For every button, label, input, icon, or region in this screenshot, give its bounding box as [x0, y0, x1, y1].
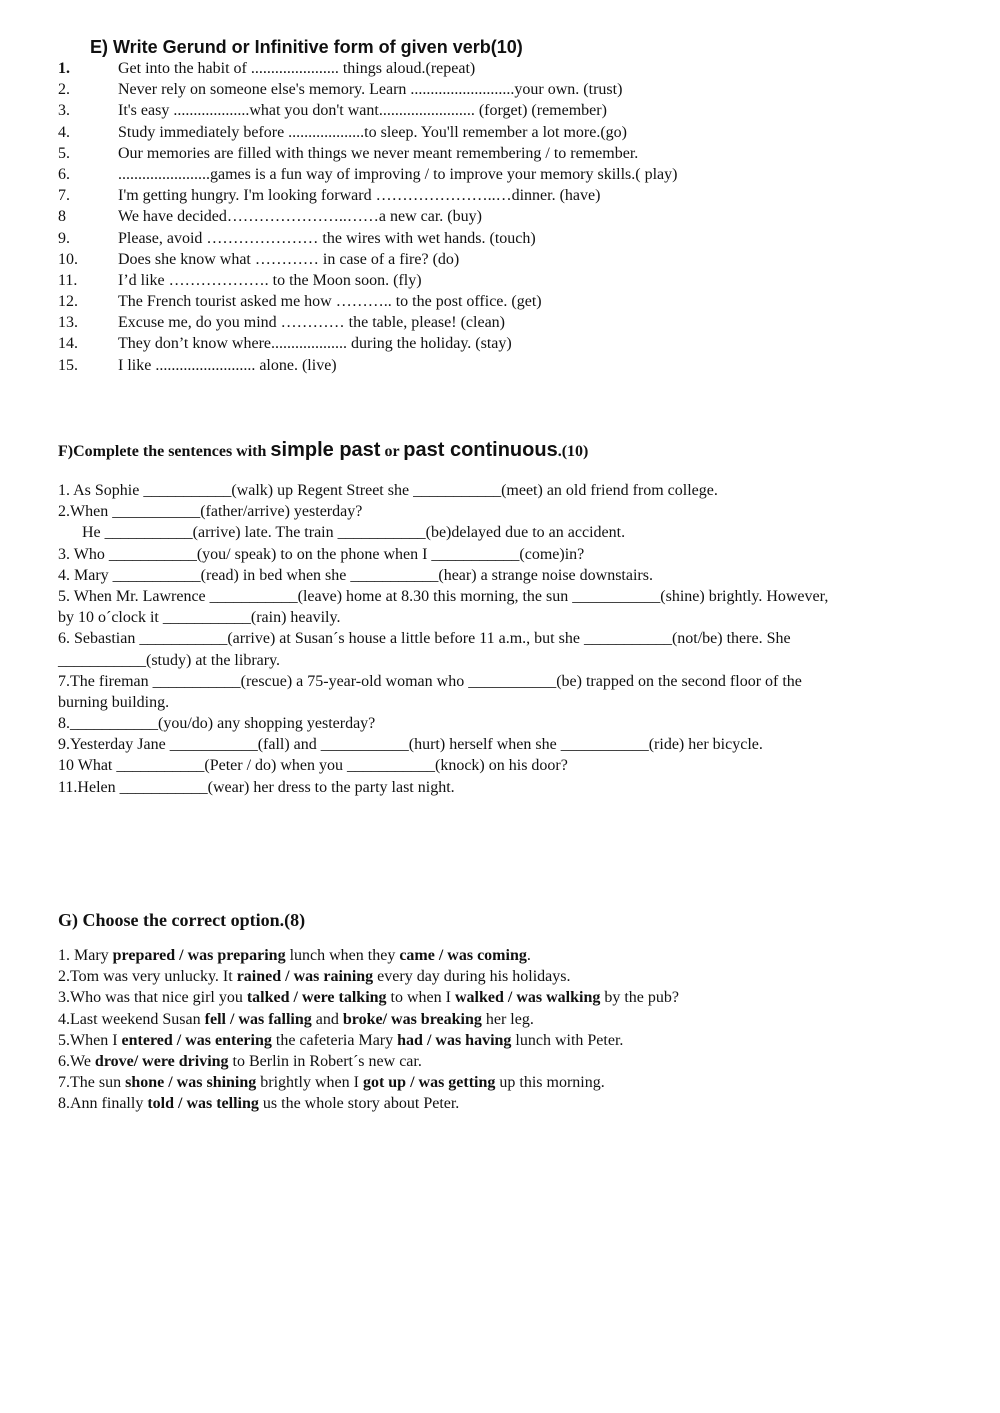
sentence-part: 2.Tom was very unlucky. It [58, 968, 237, 986]
item-text: I like ......................... alone. (live) [118, 356, 337, 374]
sentence-part: 5.When I [58, 1031, 122, 1049]
section-e-title: E) Write Gerund or Infinitive form of given verb(10) [90, 37, 523, 57]
option-pair: entered / was entering [121, 1031, 272, 1049]
list-item [58, 1009, 968, 1030]
sentence-line: ___________(study) at the library. [58, 651, 281, 669]
item-number: 14. [58, 335, 78, 353]
option-pair: shone / was shining [125, 1074, 257, 1092]
list-item [58, 100, 968, 121]
section-e-list [58, 58, 968, 376]
title-or: or [380, 443, 404, 460]
sentence-part: 8.Ann finally [58, 1095, 148, 1113]
item-text: Study immediately before ...................to sleep. You'll remember a lot more.(go) [118, 123, 628, 141]
sentence-line: 6. Sebastian ___________(arrive) at Susan´s house a little before 11 a.m., but she ___________(not/be) there. She [58, 630, 791, 648]
item-number: 7. [58, 187, 70, 205]
sentence-part: us the whole story about Peter. [258, 1095, 460, 1113]
section-f-list [58, 480, 968, 798]
option-pair: prepared / was preparing [112, 947, 286, 964]
sentence-part: 3.Who was that nice girl you [58, 989, 247, 1007]
item-text: Get into the habit of ...................... things aloud.(repeat) [118, 60, 476, 77]
sentence-part: and [311, 1010, 343, 1028]
list-item [58, 1093, 968, 1114]
item-text: It's easy ...................what you don't want........................ (forget) (remember) [118, 102, 607, 120]
list-item [58, 164, 968, 185]
section-g-list [58, 945, 968, 1115]
list-item [58, 249, 968, 270]
item-number: 5. [58, 144, 70, 162]
sentence-part: to Berlin in Robert´s new car. [228, 1052, 422, 1070]
sentence-line: He ___________(arrive) late. The train ___________(be)delayed due to an accident. [82, 524, 626, 542]
sentence-part: to when I [386, 989, 455, 1007]
option-pair: walked / was walking [454, 989, 601, 1007]
option-pair: drove/ were driving [94, 1052, 229, 1070]
sentence-part: by the pub? [600, 989, 680, 1007]
sentence-part: . [526, 947, 531, 964]
item-text: They don’t know where................... during the holiday. (stay) [118, 335, 512, 353]
item-number: 4. [58, 123, 70, 141]
list-item [58, 355, 968, 376]
item-text: I’d like ………………. to the Moon soon. (fly) [118, 271, 422, 289]
option-pair: came / was coming [399, 947, 527, 964]
sentence-line: 3. Who ___________(you/ speak) to on the phone when I ___________(come)in? [58, 545, 585, 563]
sentence-line: 11.Helen ___________(wear) her dress to the party last night. [58, 778, 455, 796]
option-pair: broke/ was breaking [342, 1010, 482, 1028]
sentence-part: every day during his holidays. [373, 968, 571, 986]
sentence-line: 4. Mary ___________(read) in bed when she ___________(hear) a strange noise downstairs. [58, 566, 653, 584]
sentence-part: 1. Mary [58, 947, 113, 964]
sentence-part: 7.The sun [58, 1074, 126, 1092]
option-pair: fell / was falling [204, 1010, 312, 1028]
sentence-part: 4.Last weekend Susan [58, 1010, 205, 1028]
sentence-part: brightly when I [256, 1074, 363, 1092]
section-g-title: G) Choose the correct option.(8) [58, 910, 306, 930]
title-simple-past: simple past [270, 439, 381, 461]
section-e [58, 36, 968, 376]
item-text: Excuse me, do you mind ………… the table, please! (clean) [118, 314, 505, 332]
item-number: 10. [58, 250, 78, 268]
list-item [58, 945, 968, 966]
list-item [58, 143, 968, 164]
list-item [58, 206, 968, 227]
item-text: Never rely on someone else's memory. Learn ..........................your own. (trust) [118, 81, 623, 99]
section-g [58, 908, 968, 1115]
sentence-line: 7.The fireman ___________(rescue) a 75-year-old woman who ___________(be) trapped on the second floor of the [58, 672, 802, 690]
list-item [58, 312, 968, 333]
sentence-line: 5. When Mr. Lawrence ___________(leave) home at 8.30 this morning, the sun ___________(shine) brightly. However, [58, 587, 829, 605]
title-suffix: .(10) [557, 443, 589, 460]
item-text: The French tourist asked me how ……….. to the post office. (get) [118, 293, 542, 311]
sentence-line: 8.___________(you/do) any shopping yesterday? [58, 715, 376, 733]
item-text: Does she know what ………… in case of a fire? (do) [118, 250, 460, 268]
item-number: 12. [58, 293, 78, 311]
sentence-line: 9.Yesterday Jane ___________(fall) and ___________(hurt) herself when she ___________(ride) her bicycle. [58, 736, 763, 754]
list-item [58, 987, 968, 1008]
list-item [58, 1072, 968, 1093]
list-item [58, 228, 968, 249]
list-item [58, 291, 968, 312]
list-item [58, 1051, 968, 1072]
item-number: 3. [58, 102, 70, 120]
title-prefix: F)Complete the sentences with [58, 443, 271, 460]
item-text: Our memories are filled with things we never meant remembering / to remember. [118, 144, 639, 162]
section-f-title [58, 436, 968, 464]
list-item [58, 270, 968, 291]
section-f [58, 436, 968, 798]
item-number: 15. [58, 356, 78, 374]
item-number: 13. [58, 314, 78, 332]
list-item [58, 966, 968, 987]
item-text: I'm getting hungry. I'm looking forward …………………..…dinner. (have) [118, 187, 601, 205]
list-item [58, 333, 968, 354]
option-pair: talked / were talking [246, 989, 387, 1007]
sentence-line: 1. As Sophie ___________(walk) up Regent Street she ___________(meet) an old friend from college. [58, 482, 718, 499]
item-number: 6. [58, 165, 70, 183]
option-pair: rained / was raining [236, 968, 374, 986]
item-number: 9. [58, 229, 70, 247]
sentence-line: by 10 o´clock it ___________(rain) heavily. [58, 609, 341, 627]
option-pair: told / was telling [147, 1095, 259, 1113]
sentence-part: the cafeteria Mary [271, 1031, 398, 1049]
list-item [58, 58, 968, 79]
sentence-part: lunch when they [285, 947, 400, 964]
sentence-part: 6.We [58, 1052, 95, 1070]
sentence-part: lunch with Peter. [511, 1031, 624, 1049]
list-item [58, 185, 968, 206]
item-number: 2. [58, 81, 70, 99]
list-item [58, 122, 968, 143]
option-pair: got up / was getting [362, 1074, 496, 1092]
option-pair: had / was having [397, 1031, 512, 1049]
sentence-part: her leg. [481, 1010, 534, 1028]
title-past-continuous: past continuous [403, 439, 558, 461]
sentence-line: burning building. [58, 693, 170, 711]
sentence-line: 10 What ___________(Peter / do) when you ___________(knock) on his door? [58, 757, 568, 775]
item-text: We have decided…………………..……a new car. (buy) [118, 208, 482, 226]
item-text: Please, avoid ………………… the wires with wet hands. (touch) [118, 229, 536, 247]
list-item [58, 1030, 968, 1051]
sentence-part: up this morning. [495, 1074, 605, 1092]
sentence-line: 2.When ___________(father/arrive) yesterday? [58, 503, 363, 521]
item-text: .......................games is a fun way of improving / to improve your memory skills.( play) [118, 165, 678, 183]
item-number: 1. [58, 60, 70, 77]
item-number: 8 [58, 208, 66, 226]
item-number: 11. [58, 271, 78, 289]
list-item [58, 79, 968, 100]
